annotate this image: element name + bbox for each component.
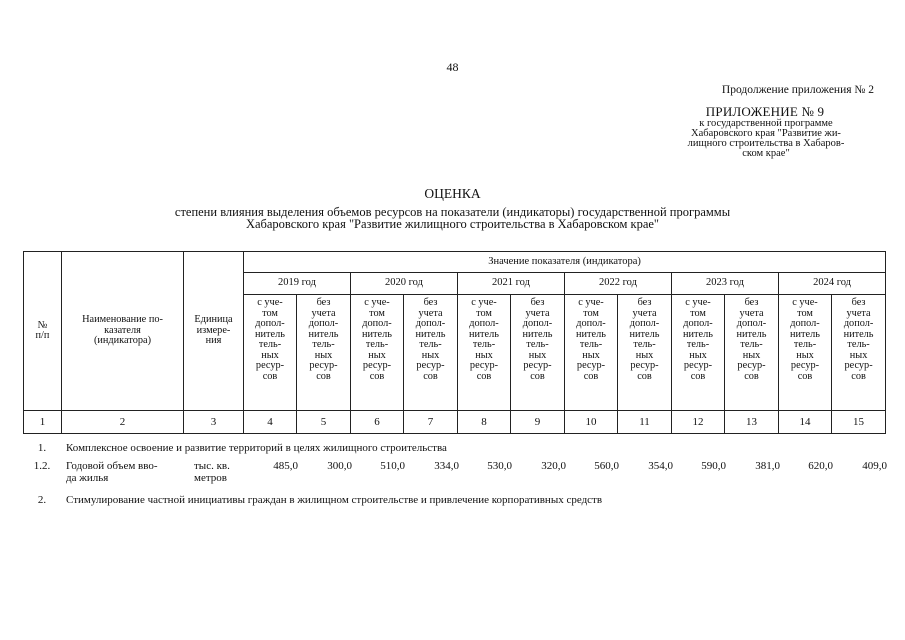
header-sub-line: с уче- [471, 297, 497, 308]
indicator-value: 590,0 [701, 460, 726, 472]
header-unit-line: ния [205, 335, 222, 347]
appendix-desc-line: к государственной программе [699, 118, 833, 129]
header-sub-line: тель- [579, 339, 603, 350]
header-sub-line: том [797, 307, 813, 319]
header-sub-line: ресур- [416, 360, 445, 371]
header-sub-line: без [637, 297, 652, 308]
indicator-value: 530,0 [487, 460, 512, 472]
header-name-line: (индикатора) [93, 335, 151, 347]
header-sub-line: ресур- [309, 360, 338, 371]
header-sub-line: сов [262, 370, 278, 382]
header-sub-line: нитель [362, 328, 392, 340]
header-sub-line: сов [690, 370, 706, 382]
header-sub-line: ных [689, 349, 707, 361]
indicator-unit [194, 460, 254, 484]
column-number: 4 [244, 411, 297, 434]
header-sub-line: с уче- [685, 297, 711, 308]
header-sub-line: тель- [793, 339, 817, 350]
header-sub-line: без [851, 297, 866, 308]
header-number [24, 252, 62, 411]
section-title: Стимулирование частной инициативы граждан в жилищном строительстве и привлечение корпоративных средств [66, 494, 603, 506]
header-sub-line: тель- [365, 339, 389, 350]
header-name-line: казателя [104, 324, 141, 336]
header-sub-line: ных [528, 349, 547, 361]
header-sub-line: тель- [847, 339, 870, 350]
header-without-resources [832, 295, 886, 411]
indicator-value: 560,0 [594, 460, 619, 472]
header-sub-line: том [369, 307, 385, 319]
header-sub-line: тель- [526, 339, 549, 350]
header-sub-line: допол- [522, 318, 553, 329]
header-sub-line: сов [744, 370, 759, 382]
continuation-note: Продолжение приложения № 2 [721, 84, 874, 96]
header-sub-line: тель- [419, 339, 442, 350]
header-sub-line: тель- [740, 339, 763, 350]
header-year: 2020 год [351, 273, 458, 295]
row-number: 1. [37, 442, 47, 454]
column-number: 12 [672, 411, 725, 434]
header-sub-line: нитель [469, 328, 499, 340]
column-number: 14 [779, 411, 832, 434]
header-sub-line: ресур- [362, 360, 392, 371]
header-sub-line: допол- [362, 318, 392, 329]
header-sub-line: с уче- [578, 297, 604, 308]
header-sub-line: нитель [790, 328, 820, 340]
header-year: 2022 год [565, 273, 672, 295]
header-sub-line: тель- [312, 339, 335, 350]
header-indicator-value: Значение показателя (индикатора) [244, 252, 886, 273]
header-unit-line: Единица [194, 314, 233, 326]
header-with-resources [244, 295, 297, 411]
indicator-unit-line: тыс. кв. [194, 460, 230, 472]
header-sub-line: нитель [736, 328, 767, 340]
header-number-line: п/п [35, 330, 50, 341]
indicator-value: 354,0 [648, 460, 673, 472]
header-sub-line: допол- [255, 318, 285, 329]
header-sub-line: нитель [255, 328, 285, 340]
header-sub-line: сов [423, 370, 438, 382]
header-sub-line: нитель [629, 328, 660, 340]
header-without-resources [511, 295, 565, 411]
header-sub-line: сов [530, 370, 545, 382]
column-number: 1 [24, 411, 62, 434]
indicator-name [66, 460, 194, 484]
header-sub-line: допол- [308, 318, 339, 329]
header-with-resources [351, 295, 404, 411]
header-with-resources [458, 295, 511, 411]
header-sub-line: допол- [683, 318, 713, 329]
subtitle-line: степени влияния выделения объемов ресурсов на показатели (индикаторы) государственной программы [174, 205, 731, 219]
column-number: 13 [725, 411, 779, 434]
indicator-value: 510,0 [380, 460, 405, 472]
header-sub-line: ных [849, 349, 868, 361]
header-sub-line: сов [797, 370, 813, 382]
header-sub-line: без [423, 297, 438, 308]
header-sub-line: нитель [415, 328, 446, 340]
appendix-desc-line: Хабаровского края "Развитие жи- [691, 128, 841, 139]
appendix-desc-line: ском крае" [742, 148, 790, 159]
header-sub-line: сов [316, 370, 331, 382]
subtitle-line: Хабаровского края "Развитие жилищного строительства в Хабаровском крае" [245, 217, 660, 231]
header-sub-line: сов [476, 370, 492, 382]
header-unit [184, 252, 244, 411]
header-sub-line: допол- [576, 318, 606, 329]
column-number: 6 [351, 411, 404, 434]
header-sub-line: ресур- [576, 360, 606, 371]
header-with-resources [565, 295, 618, 411]
header-with-resources [672, 295, 725, 411]
header-sub-line: ных [635, 349, 654, 361]
header-sub-line: сов [583, 370, 599, 382]
header-without-resources [725, 295, 779, 411]
indicator-name-line: да жилья [66, 472, 109, 484]
document-title: ОЦЕНКА [424, 186, 481, 201]
column-number: 15 [832, 411, 886, 434]
indicator-value: 485,0 [273, 460, 298, 472]
header-sub-line: тель- [686, 339, 710, 350]
header-sub-line: нитель [683, 328, 713, 340]
header-sub-line: без [530, 297, 545, 308]
header-sub-line: нитель [576, 328, 606, 340]
header-sub-line: ресур- [790, 360, 820, 371]
header-sub-line: допол- [469, 318, 499, 329]
header-sub-line: ных [796, 349, 814, 361]
row-number: 1.2. [33, 460, 51, 472]
header-sub-line: ресур- [255, 360, 285, 371]
header-sub-line: учета [418, 307, 443, 319]
header-sub-line: том [262, 307, 278, 319]
page-number: 48 [446, 60, 459, 74]
appendix-desc-line: лищного строительства в Хабаров- [687, 138, 845, 149]
header-sub-line: допол- [843, 318, 874, 329]
header-sub-line: допол- [415, 318, 446, 329]
header-sub-line: том [583, 307, 599, 319]
column-number: 2 [62, 411, 184, 434]
indicator-value: 620,0 [808, 460, 833, 472]
header-year: 2019 год [244, 273, 351, 295]
indicator-value: 409,0 [862, 460, 887, 472]
header-sub-line: учета [311, 307, 336, 319]
header-sub-line: допол- [629, 318, 660, 329]
column-number: 11 [618, 411, 672, 434]
header-sub-line: ресур- [683, 360, 713, 371]
header-sub-line: том [476, 307, 492, 319]
header-sub-line: тель- [258, 339, 282, 350]
header-sub-line: учета [632, 307, 657, 319]
header-sub-line: ных [582, 349, 600, 361]
header-without-resources [618, 295, 672, 411]
indicator-value: 300,0 [327, 460, 352, 472]
indicator-value: 334,0 [434, 460, 459, 472]
indicator-value: 320,0 [541, 460, 566, 472]
header-sub-line: ных [742, 349, 761, 361]
header-sub-line: ресур- [737, 360, 766, 371]
header-without-resources [404, 295, 458, 411]
appendix-description [660, 119, 872, 159]
header-sub-line: допол- [790, 318, 820, 329]
header-sub-line: учета [525, 307, 550, 319]
header-sub-line: ресур- [844, 360, 873, 371]
header-sub-line: допол- [736, 318, 767, 329]
column-number: 8 [458, 411, 511, 434]
section-title: Комплексное освоение и развитие территорий в целях жилищного строительства [66, 442, 447, 454]
header-sub-line: ных [475, 349, 493, 361]
header-number-line: № [37, 319, 48, 331]
header-sub-line: тель- [633, 339, 656, 350]
header-sub-line: нитель [843, 328, 874, 340]
header-sub-line: ресур- [469, 360, 499, 371]
header-unit-line: измере- [196, 324, 231, 336]
column-number: 9 [511, 411, 565, 434]
header-sub-line: с уче- [364, 297, 390, 308]
header-sub-line: с уче- [257, 297, 283, 308]
header-sub-line: нитель [522, 328, 553, 340]
header-sub-line: ных [314, 349, 333, 361]
header-sub-line: ресур- [630, 360, 659, 371]
header-sub-line: ных [368, 349, 386, 361]
header-year: 2024 год [779, 273, 886, 295]
header-indicator-name [62, 252, 184, 411]
row-number: 2. [37, 494, 47, 506]
header-sub-line: нитель [308, 328, 339, 340]
header-sub-line: сов [637, 370, 652, 382]
header-sub-line: сов [851, 370, 866, 382]
header-sub-line: без [744, 297, 759, 308]
indicator-unit-line: метров [194, 472, 227, 484]
header-year: 2021 год [458, 273, 565, 295]
header-sub-line: ных [261, 349, 279, 361]
header-name-line: Наименование по- [82, 314, 163, 326]
column-number: 10 [565, 411, 618, 434]
header-sub-line: учета [739, 307, 764, 319]
header-sub-line: ных [421, 349, 440, 361]
header-sub-line: без [316, 297, 331, 308]
column-number: 7 [404, 411, 458, 434]
header-without-resources [297, 295, 351, 411]
indicator-table [23, 251, 886, 434]
indicator-value: 381,0 [755, 460, 780, 472]
header-sub-line: ресур- [523, 360, 552, 371]
header-year: 2023 год [672, 273, 779, 295]
column-number: 5 [297, 411, 351, 434]
header-sub-line: сов [369, 370, 385, 382]
header-sub-line: том [690, 307, 706, 319]
header-sub-line: тель- [472, 339, 496, 350]
header-sub-line: учета [846, 307, 871, 319]
column-number: 3 [184, 411, 244, 434]
indicator-name-line: Годовой объем вво- [66, 460, 158, 472]
document-subtitle [100, 206, 805, 230]
appendix-title: ПРИЛОЖЕНИЕ № 9 [705, 104, 825, 119]
header-sub-line: с уче- [792, 297, 818, 308]
header-with-resources [779, 295, 832, 411]
